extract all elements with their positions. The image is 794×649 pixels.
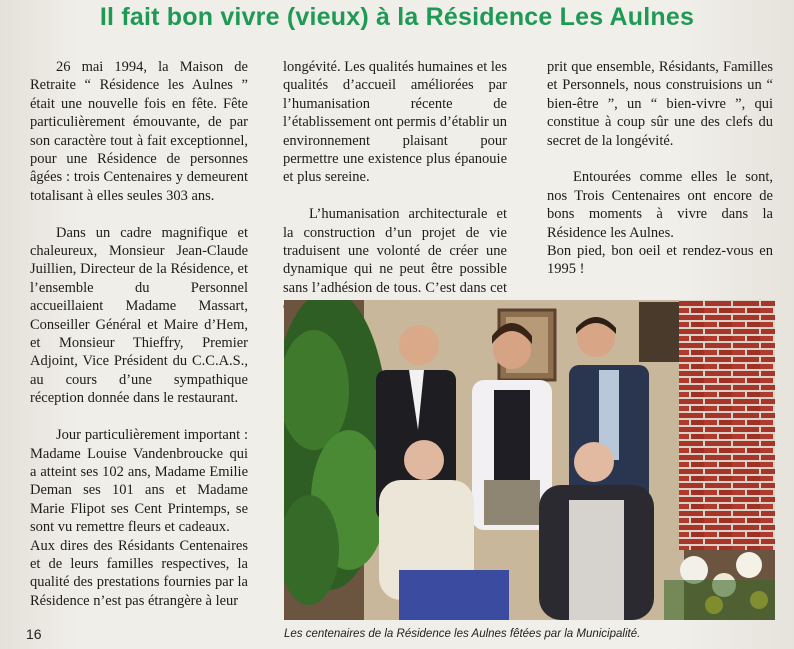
paragraph: prit que ensemble, Résidants, Familles et Personnels, nous construisions un “ bien-être ”, un “ bien-vivre ”, qui constitue à coup sûr une des clefs du secret de la longévité.: [547, 59, 773, 149]
photo-caption: Les centenaires de la Résidence les Aulnes fêtées par la Municipalité.: [284, 628, 641, 640]
paragraph: Entourées comme elles le sont, nos Trois Centenaires ont encore de bons moments à vivre dans la Résidence les Aulnes.: [547, 169, 773, 241]
paragraph: 26 mai 1994, la Maison de Retraite “ Résidence les Aulnes ” était une nouvelle fois en fête. Fête particulièrement émouvante, de par son caractère tout à fait exceptionnel, pour une Résidence de personnes âgées : trois Centenaires y demeurent totalisant à elles seules 303 ans.: [30, 59, 248, 204]
photo-illustration: [284, 300, 775, 620]
text-column-3: [547, 58, 773, 279]
page-number: 16: [26, 626, 42, 642]
article-title: Il fait bon vivre (vieux) à la Résidence Les Aulnes: [99, 3, 695, 31]
paragraph: Aux dires des Résidants Centenaires et de leurs familles respectives, la qualité des prestations fournies par la Résidence n’est pas étrangère à leur: [30, 537, 248, 609]
paragraph: L’humanisation architecturale et la construction d’un projet de vie traduisent une volonté de créer une dynamique qui ne peut être possible sans l’adhésion de tous. C’est dans cet: [283, 206, 507, 296]
text-column-2: [283, 58, 507, 334]
paragraph: Bon pied, bon oeil et rendez-vous en 1995 !: [547, 243, 773, 278]
paragraph: Jour particulièrement important : Madame Louise Vandenbroucke qui a atteint ses 102 ans, Madame Emilie Deman ses 101 ans et Madame Marie Flipot ses Cent Printemps, se sont vu remettre fleurs et cadeaux.: [30, 427, 248, 536]
text-column-1: [30, 58, 248, 610]
group-photo: [284, 300, 775, 620]
paragraph: longévité. Les qualités humaines et les qualités d’accueil améliorées par l’humanisation récente de l’établissement ont permis d’établir un environnement plaisant pour permettre une existence plus épanouie et plus sereine.: [283, 59, 507, 186]
paragraph: Dans un cadre magnifique et chaleureux, Monsieur Jean-Claude Juillien, Directeur de la Résidence, et l’ensemble du Personnel accueillaient Madame Massart, Conseiller Général et Maire d’Hem, et Monsieur Thieffry, Premier Adjoint, Vice Président du C.C.A.S., au cours d’une sympathique réception donnée dans le restaurant.: [30, 224, 248, 407]
